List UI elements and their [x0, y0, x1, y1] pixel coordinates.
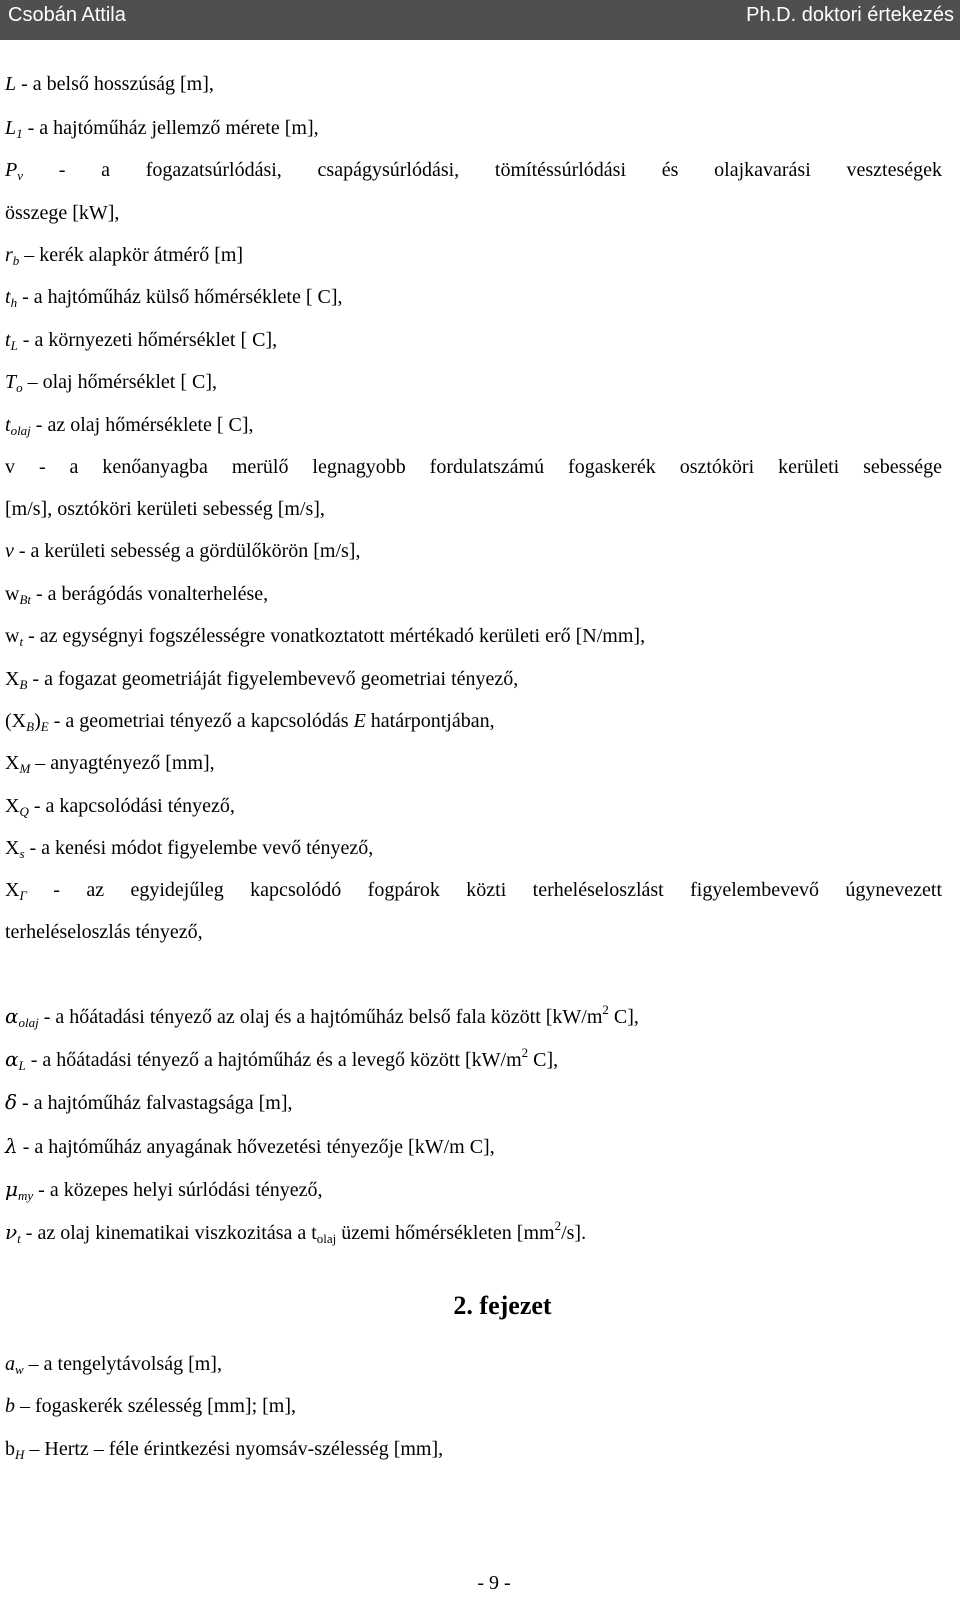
page-header: [0, 0, 960, 40]
symbol-entry-mu: $\mu_{my}$ - a közepes helyi súrlódási tényező,: [5, 1177, 323, 1203]
symbol-entry: v - a kerületi sebesség a gördülőkörön [m/s],: [5, 540, 361, 562]
symbol-entry: $r_b$ – kerék alapkör átmérő [m]: [5, 244, 244, 268]
symbol-entry: v - a kenőanyagba merülő legnagyobb fordulatszámú fogaskerék osztóköri kerületi sebessége: [5, 456, 942, 478]
symbol-entry-continuation: [m/s], osztóköri kerületi sebesség [m/s],: [5, 498, 325, 520]
symbol-entry: L - a belső hosszúság [m],: [5, 73, 214, 95]
symbol-entry: $X_B$ - a fogazat geometriáját figyelembevevő geometriai tényező,: [5, 668, 519, 692]
symbol-entry: $a_w$ – a tengelytávolság [m],: [5, 1353, 222, 1377]
symbol-entry: $X_s$ - a kenési módot figyelembe vevő tényező,: [5, 837, 374, 861]
symbol-entry: $L_1$ - a hajtóműház jellemző mérete [m],: [5, 117, 319, 141]
symbol-entry-continuation: összege [kW],: [5, 202, 120, 224]
symbol-entry: $X_Q$ - a kapcsolódási tényező,: [5, 795, 235, 819]
symbol-entry: $b_H$ – Hertz – féle érintkezési nyomsáv-szélesség [mm],: [5, 1438, 444, 1462]
symbol-entry-alpha-olaj: $\alpha_{olaj}$ - a hőátadási tényező az olaj és a hajtóműház belső fala között [$kW/m^2$ C],: [5, 1002, 639, 1030]
symbol-entry-delta: δ - a hajtóműház falvastagsága [m],: [5, 1090, 293, 1114]
symbol-entry-alpha-l: $\alpha_L$ - a hőátadási tényező a hajtóműház és a levegő között [$kW/m^2$ C],: [5, 1045, 559, 1073]
page-number: - 9 -: [477, 1572, 511, 1594]
symbol-entry: $w_{Bt}$ - a berágódás vonalterhelése,: [5, 583, 269, 607]
symbol-entry: $w_t$ - az egységnyi fogszélességre vonatkoztatott mértékadó kerületi erő [N/mm],: [5, 625, 646, 649]
symbol-entry: $t_{olaj}$ - az olaj hőmérséklete [ C],: [5, 414, 254, 438]
symbol-entry: $t_L$ - a környezeti hőmérséklet [ C],: [5, 329, 278, 353]
symbol-entry: $t_h$ - a hajtóműház külső hőmérséklete [ C],: [5, 286, 343, 310]
symbol-entry: $P_v$ - a fogazatsúrlódási, csapágysúrlódási, tömítéssúrlódási és olajkavarási veszteségek: [5, 159, 942, 183]
symbol-entry: $X_M$ – anyagtényező [mm],: [5, 752, 215, 776]
symbol-entry: $T_o$ – olaj hőmérséklet [ C],: [5, 371, 218, 395]
symbol-entry-continuation: terheléseloszlás tényező,: [5, 921, 203, 943]
symbol-entry-nu: $\nu_t$ - az olaj kinematikai viszkozitása a $t_{olaj}$ üzemi hőmérsékleten $[mm^2/s]$.: [5, 1218, 587, 1246]
header-title: Ph.D. doktori értekezés: [746, 4, 954, 26]
symbol-entry: b – fogaskerék szélesség [mm]; [m],: [5, 1395, 297, 1417]
header-author: Csobán Attila: [8, 4, 126, 26]
symbol-entry: $X_\Gamma$ - az egyidejűleg kapcsolódó fogpárok közti terheléseloszlást figyelembevevő úgynevezett: [5, 879, 942, 903]
symbol-entry-lambda: λ - a hajtóműház anyagának hővezetési tényezője [kW/m C],: [5, 1134, 495, 1158]
chapter-heading: 2. fejezet: [453, 1291, 552, 1320]
symbol-entry: $(X_B)_E$ - a geometriai tényező a kapcsolódás E határpontjában,: [5, 710, 495, 734]
